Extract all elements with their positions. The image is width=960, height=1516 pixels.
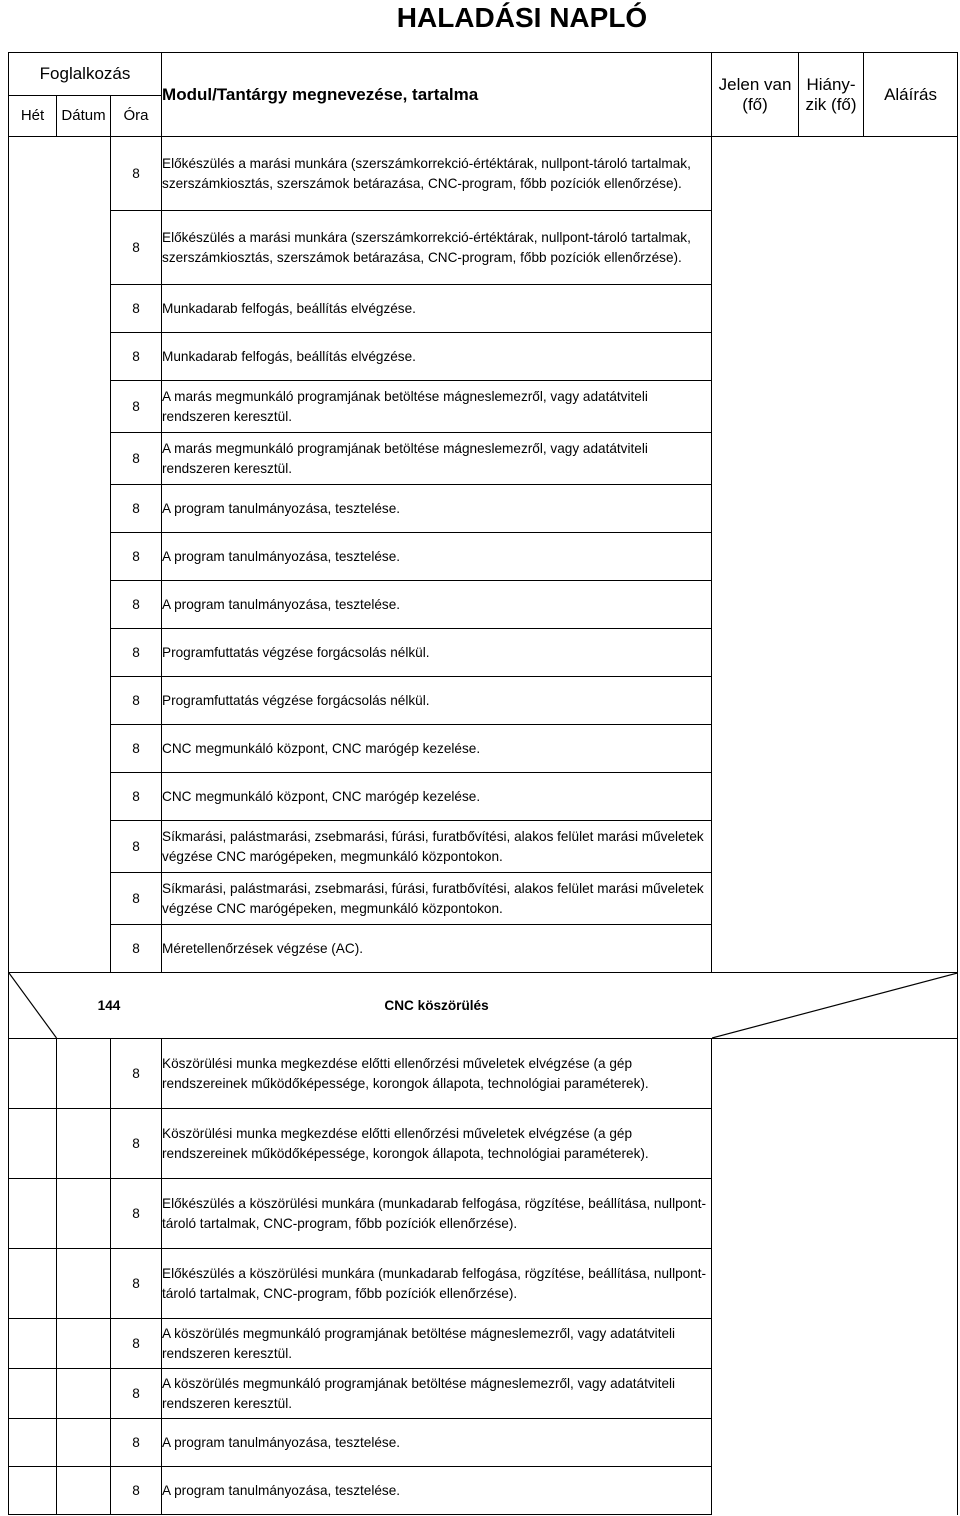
cell-alairas xyxy=(864,333,958,381)
cell-alairas xyxy=(864,873,958,925)
cell-description: Síkmarási, palástmarási, zsebmarási, fúrási, furatbővítési, alakos felület marási műveletek végzése CNC marógépeken, megmunkáló központokon. xyxy=(162,821,712,873)
cell-het xyxy=(9,1467,57,1515)
cell-jelen-van xyxy=(712,137,799,211)
cell-jelen-van xyxy=(712,925,799,973)
cell-datum xyxy=(57,1369,111,1419)
cell-alairas xyxy=(864,1249,958,1319)
cell-alairas xyxy=(864,629,958,677)
cell-jelen-van xyxy=(712,1179,799,1249)
cell-jelen-van xyxy=(712,433,799,485)
cell-hianyzik xyxy=(799,925,864,973)
cell-datum xyxy=(57,485,111,533)
cell-het xyxy=(9,381,57,433)
cell-het xyxy=(9,137,57,211)
cell-datum xyxy=(57,1249,111,1319)
header-hianyzik: Hiány- zik (fő) xyxy=(799,53,864,137)
cell-description: Síkmarási, palástmarási, zsebmarási, fúrási, furatbővítési, alakos felület marási műveletek végzése CNC marógépeken, megmunkáló központokon. xyxy=(162,873,712,925)
cell-ora: 8 xyxy=(111,873,162,925)
cell-ora: 8 xyxy=(111,137,162,211)
cell-datum xyxy=(57,873,111,925)
cell-description: A program tanulmányozása, tesztelése. xyxy=(162,485,712,533)
cell-ora: 8 xyxy=(111,581,162,629)
cell-hianyzik xyxy=(799,333,864,381)
cell-hianyzik xyxy=(799,821,864,873)
cell-jelen-van xyxy=(712,581,799,629)
module-name xyxy=(162,973,712,1039)
cell-jelen-van xyxy=(712,821,799,873)
cell-datum xyxy=(57,211,111,285)
cell-description: Előkészülés a köszörülési munkára (munkadarab felfogása, rögzítése, beállítása, nullpont-tároló tartalmak, CNC-program, főbb pozíciók ellenőrzése). xyxy=(162,1249,712,1319)
cell-jelen-van xyxy=(712,285,799,333)
cell-jelen-van xyxy=(712,533,799,581)
cell-ora: 8 xyxy=(111,485,162,533)
cell-ora: 8 xyxy=(111,629,162,677)
cell-description: Előkészülés a marási munkára (szerszámkorrekció-értéktárak, nullpont-tároló tartalmak, szerszámkiosztás, szerszámok betárazása, CNC-program, főbb pozíciók ellenőrzése). xyxy=(162,137,712,211)
cell-ora: 8 xyxy=(111,211,162,285)
log-row xyxy=(9,1109,958,1179)
cell-alairas xyxy=(864,1109,958,1179)
cell-description: A program tanulmányozása, tesztelése. xyxy=(162,533,712,581)
cell-alairas xyxy=(864,821,958,873)
cell-alairas xyxy=(864,677,958,725)
cell-het xyxy=(9,1109,57,1179)
log-row xyxy=(9,773,958,821)
cell-datum xyxy=(57,1179,111,1249)
cell-het xyxy=(9,1249,57,1319)
cell-ora: 8 xyxy=(111,925,162,973)
cell-het xyxy=(9,485,57,533)
cell-hianyzik xyxy=(799,1319,864,1369)
cell-datum xyxy=(57,333,111,381)
log-row xyxy=(9,873,958,925)
cell-hianyzik xyxy=(799,1109,864,1179)
cell-hianyzik xyxy=(799,773,864,821)
cell-hianyzik xyxy=(799,1249,864,1319)
log-row xyxy=(9,1419,958,1467)
cell-jelen-van xyxy=(712,629,799,677)
cell-datum xyxy=(57,433,111,485)
log-row xyxy=(9,821,958,873)
module-diagonal-first xyxy=(9,973,57,1038)
cell-ora: 8 xyxy=(111,773,162,821)
module-row xyxy=(9,973,958,1039)
cell-hianyzik xyxy=(799,677,864,725)
cell-datum xyxy=(57,1109,111,1179)
cell-description: CNC megmunkáló központ, CNC marógép kezelése. xyxy=(162,725,712,773)
cell-jelen-van xyxy=(712,1467,799,1515)
header-het: Hét xyxy=(9,96,57,137)
cell-datum xyxy=(57,773,111,821)
cell-het xyxy=(9,821,57,873)
cell-het xyxy=(9,1319,57,1369)
cell-description: A köszörülés megmunkáló programjának betöltése mágneslemezről, vagy adatátviteli rendszeren keresztül. xyxy=(162,1319,712,1369)
cell-alairas xyxy=(864,581,958,629)
progress-log-table xyxy=(8,52,958,1515)
cell-ora: 8 xyxy=(111,1249,162,1319)
cell-description: Programfuttatás végzése forgácsolás nélkül. xyxy=(162,677,712,725)
cell-description: Köszörülési munka megkezdése előtti ellenőrzési műveletek elvégzése (a gép rendszereinek működőképessége, korongok állapota, technológiai paraméterek). xyxy=(162,1039,712,1109)
log-row xyxy=(9,1179,958,1249)
module-name-text: CNC köszörülés xyxy=(384,997,489,1013)
cell-hianyzik xyxy=(799,137,864,211)
cell-hianyzik xyxy=(799,581,864,629)
cell-alairas xyxy=(864,725,958,773)
cell-alairas xyxy=(864,137,958,211)
cell-hianyzik xyxy=(799,1369,864,1419)
cell-ora: 8 xyxy=(111,533,162,581)
cell-hianyzik xyxy=(799,1179,864,1249)
cell-datum xyxy=(57,581,111,629)
cell-datum xyxy=(57,285,111,333)
cell-het xyxy=(9,533,57,581)
cell-het xyxy=(9,677,57,725)
header-ora: Óra xyxy=(111,96,162,137)
cell-alairas xyxy=(864,285,958,333)
cell-hianyzik xyxy=(799,1039,864,1109)
cell-datum xyxy=(57,629,111,677)
log-row xyxy=(9,137,958,211)
cell-description: Méretellenőrzések végzése (AC). xyxy=(162,925,712,973)
cell-het xyxy=(9,629,57,677)
cell-datum xyxy=(57,821,111,873)
cell-hianyzik xyxy=(799,381,864,433)
cell-alairas xyxy=(864,211,958,285)
cell-het xyxy=(9,333,57,381)
cell-alairas xyxy=(864,1319,958,1369)
cell-jelen-van xyxy=(712,1369,799,1419)
cell-datum xyxy=(57,533,111,581)
cell-datum xyxy=(57,1319,111,1369)
cell-ora: 8 xyxy=(111,1369,162,1419)
cell-hianyzik xyxy=(799,1467,864,1515)
log-row xyxy=(9,725,958,773)
cell-het xyxy=(9,1179,57,1249)
document-title: HALADÁSI NAPLÓ xyxy=(396,2,648,33)
log-row xyxy=(9,381,958,433)
cell-datum xyxy=(57,137,111,211)
header-datum: Dátum xyxy=(57,96,111,137)
cell-hianyzik xyxy=(799,725,864,773)
log-row xyxy=(9,285,958,333)
cell-alairas xyxy=(864,1467,958,1515)
cell-ora: 8 xyxy=(111,1467,162,1515)
cell-alairas xyxy=(864,1039,958,1109)
cell-datum xyxy=(57,925,111,973)
header-row-1 xyxy=(9,53,958,96)
cell-ora: 8 xyxy=(111,285,162,333)
header-modul: Modul/Tantárgy megnevezése, tartalma xyxy=(162,53,712,137)
cell-hianyzik xyxy=(799,533,864,581)
cell-alairas xyxy=(864,1419,958,1467)
cell-jelen-van xyxy=(712,873,799,925)
module-diagonal-cell xyxy=(712,973,958,1039)
cell-description: A program tanulmányozása, tesztelése. xyxy=(162,1467,712,1515)
cell-ora: 8 xyxy=(111,1109,162,1179)
cell-jelen-van xyxy=(712,1249,799,1319)
cell-het xyxy=(9,581,57,629)
cell-jelen-van xyxy=(712,333,799,381)
cell-ora: 8 xyxy=(111,381,162,433)
log-row xyxy=(9,433,958,485)
cell-hianyzik xyxy=(799,873,864,925)
cell-hianyzik xyxy=(799,1419,864,1467)
cell-description: Előkészülés a köszörülési munkára (munkadarab felfogása, rögzítése, beállítása, nullpont-tároló tartalmak, CNC-program, főbb pozíciók ellenőrzése). xyxy=(162,1179,712,1249)
cell-alairas xyxy=(864,1179,958,1249)
log-row xyxy=(9,1249,958,1319)
cell-datum xyxy=(57,677,111,725)
cell-ora: 8 xyxy=(111,333,162,381)
cell-hianyzik xyxy=(799,285,864,333)
cell-description: A program tanulmányozása, tesztelése. xyxy=(162,1419,712,1467)
cell-description: Előkészülés a marási munkára (szerszámkorrekció-értéktárak, nullpont-tároló tartalmak, szerszámkiosztás, szerszámok betárazása, CNC-program, főbb pozíciók ellenőrzése). xyxy=(162,211,712,285)
cell-jelen-van xyxy=(712,381,799,433)
log-row xyxy=(9,677,958,725)
header-jelen-van: Jelen van (fő) xyxy=(712,53,799,137)
cell-het xyxy=(9,925,57,973)
cell-hianyzik xyxy=(799,433,864,485)
cell-alairas xyxy=(864,381,958,433)
module-spacer xyxy=(9,973,57,1039)
cell-ora: 8 xyxy=(111,1419,162,1467)
cell-alairas xyxy=(864,533,958,581)
cell-ora: 8 xyxy=(111,677,162,725)
cell-het xyxy=(9,1419,57,1467)
cell-jelen-van xyxy=(712,725,799,773)
cell-jelen-van xyxy=(712,211,799,285)
cell-description: A marás megmunkáló programjának betöltése mágneslemezről, vagy adatátviteli rendszeren keresztül. xyxy=(162,381,712,433)
cell-jelen-van xyxy=(712,773,799,821)
cell-description: A marás megmunkáló programjának betöltése mágneslemezről, vagy adatátviteli rendszeren keresztül. xyxy=(162,433,712,485)
cell-jelen-van xyxy=(712,1319,799,1369)
log-row xyxy=(9,211,958,285)
cell-description: A köszörülés megmunkáló programjának betöltése mágneslemezről, vagy adatátviteli rendszeren keresztül. xyxy=(162,1369,712,1419)
cell-description: Munkadarab felfogás, beállítás elvégzése. xyxy=(162,285,712,333)
cell-het xyxy=(9,873,57,925)
cell-description: Munkadarab felfogás, beállítás elvégzése. xyxy=(162,333,712,381)
log-row xyxy=(9,629,958,677)
log-row xyxy=(9,533,958,581)
module-diagonal-right xyxy=(712,973,958,1038)
cell-datum xyxy=(57,1419,111,1467)
cell-jelen-van xyxy=(712,485,799,533)
cell-jelen-van xyxy=(712,1109,799,1179)
log-row xyxy=(9,1369,958,1419)
cell-het xyxy=(9,433,57,485)
cell-alairas xyxy=(864,773,958,821)
log-row xyxy=(9,333,958,381)
cell-datum xyxy=(57,381,111,433)
cell-description: A program tanulmányozása, tesztelése. xyxy=(162,581,712,629)
header-alairas: Aláírás xyxy=(864,53,958,137)
log-row xyxy=(9,1467,958,1515)
log-row xyxy=(9,581,958,629)
header-foglalkozas: Foglalkozás xyxy=(9,53,162,96)
cell-het xyxy=(9,285,57,333)
cell-ora: 8 xyxy=(111,821,162,873)
cell-jelen-van xyxy=(712,677,799,725)
cell-hianyzik xyxy=(799,629,864,677)
cell-datum xyxy=(57,725,111,773)
cell-datum xyxy=(57,1467,111,1515)
cell-het xyxy=(9,1039,57,1109)
cell-jelen-van xyxy=(712,1039,799,1109)
cell-description: CNC megmunkáló központ, CNC marógép kezelése. xyxy=(162,773,712,821)
cell-description: Programfuttatás végzése forgácsolás nélkül. xyxy=(162,629,712,677)
cell-ora: 8 xyxy=(111,1179,162,1249)
log-row xyxy=(9,485,958,533)
cell-ora: 8 xyxy=(111,1039,162,1109)
cell-hianyzik xyxy=(799,485,864,533)
cell-ora: 8 xyxy=(111,433,162,485)
cell-alairas xyxy=(864,1369,958,1419)
cell-hianyzik xyxy=(799,211,864,285)
log-row xyxy=(9,1319,958,1369)
cell-alairas xyxy=(864,433,958,485)
cell-het xyxy=(9,773,57,821)
cell-het xyxy=(9,211,57,285)
cell-ora: 8 xyxy=(111,725,162,773)
cell-ora: 8 xyxy=(111,1319,162,1369)
cell-alairas xyxy=(864,925,958,973)
cell-description: Köszörülési munka megkezdése előtti ellenőrzési műveletek elvégzése (a gép rendszereinek működőképessége, korongok állapota, technológiai paraméterek). xyxy=(162,1109,712,1179)
cell-alairas xyxy=(864,485,958,533)
cell-het xyxy=(9,725,57,773)
cell-het xyxy=(9,1369,57,1419)
module-hours: 144 xyxy=(57,973,162,1039)
cell-jelen-van xyxy=(712,1419,799,1467)
log-row xyxy=(9,1039,958,1109)
cell-datum xyxy=(57,1039,111,1109)
log-row xyxy=(9,925,958,973)
